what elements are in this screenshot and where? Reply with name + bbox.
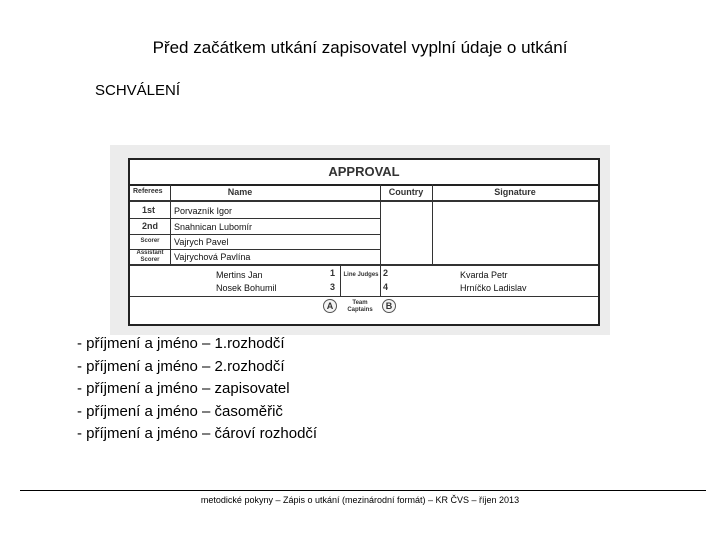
col-header-signature: Signature [494,187,536,197]
row-label-first: 1st [142,205,156,215]
divider [130,218,380,219]
team-a-circle: A [323,299,337,313]
field-list [77,333,317,446]
approval-table [128,158,600,326]
col-header-name: Name [227,187,253,197]
team-captains-label: Team Captains [347,300,373,313]
row-label-scorer: Scorer [140,238,160,244]
line-judge-number-3: 3 [330,282,336,292]
line-judge-1-name: Mertins Jan [216,270,263,280]
approval-form-image [110,145,610,335]
divider [432,184,433,264]
line-judge-number-2: 2 [383,268,389,278]
footer-divider [20,490,706,491]
divider [130,200,598,202]
divider [130,264,598,266]
scorer-name: Vajrych Pavel [174,237,229,247]
line-judge-2-name: Kvarda Petr [460,270,508,280]
team-b-circle: B [382,299,396,313]
line-judge-3-name: Nosek Bohumil [216,283,277,293]
list-item: - příjmení a jméno – časoměřič [77,402,283,420]
second-referee-name: Snahnican Lubomír [174,222,253,232]
divider [130,296,598,297]
first-referee-name: Porvazník Igor [174,206,233,216]
row-label-assistant-scorer: Assistant Scorer [136,250,164,263]
divider [130,234,380,235]
list-item: - příjmení a jméno – zapisovatel [77,380,290,397]
row-label-second: 2nd [142,221,159,231]
assistant-scorer-name: Vajrychová Pavlína [174,252,251,262]
divider [340,266,341,296]
line-judges-label: Line Judges [343,272,379,278]
line-judge-number-1: 1 [330,268,336,278]
section-heading: SCHVÁLENÍ [95,82,181,99]
approval-header: APPROVAL [130,160,598,186]
col-header-referees: Referees [133,188,163,195]
line-judge-number-4: 4 [383,282,389,292]
divider [170,184,171,264]
footer-text: metodické pokyny – Zápis o utkání (mezinárodní formát) – KR ČVS – říjen 2013 [200,495,520,505]
col-header-country: Country [388,187,424,197]
page-title: Před začátkem utkání zapisovatel vyplní údaje o utkání [152,38,568,57]
list-item: - příjmení a jméno – 1.rozhodčí [77,335,285,352]
divider [380,266,381,296]
list-item: - příjmení a jméno – čároví rozhodčí [77,425,318,442]
divider [380,184,381,264]
line-judge-4-name: Hrníčko Ladislav [460,283,527,293]
list-item: - příjmení a jméno – 2.rozhodčí [77,357,285,375]
